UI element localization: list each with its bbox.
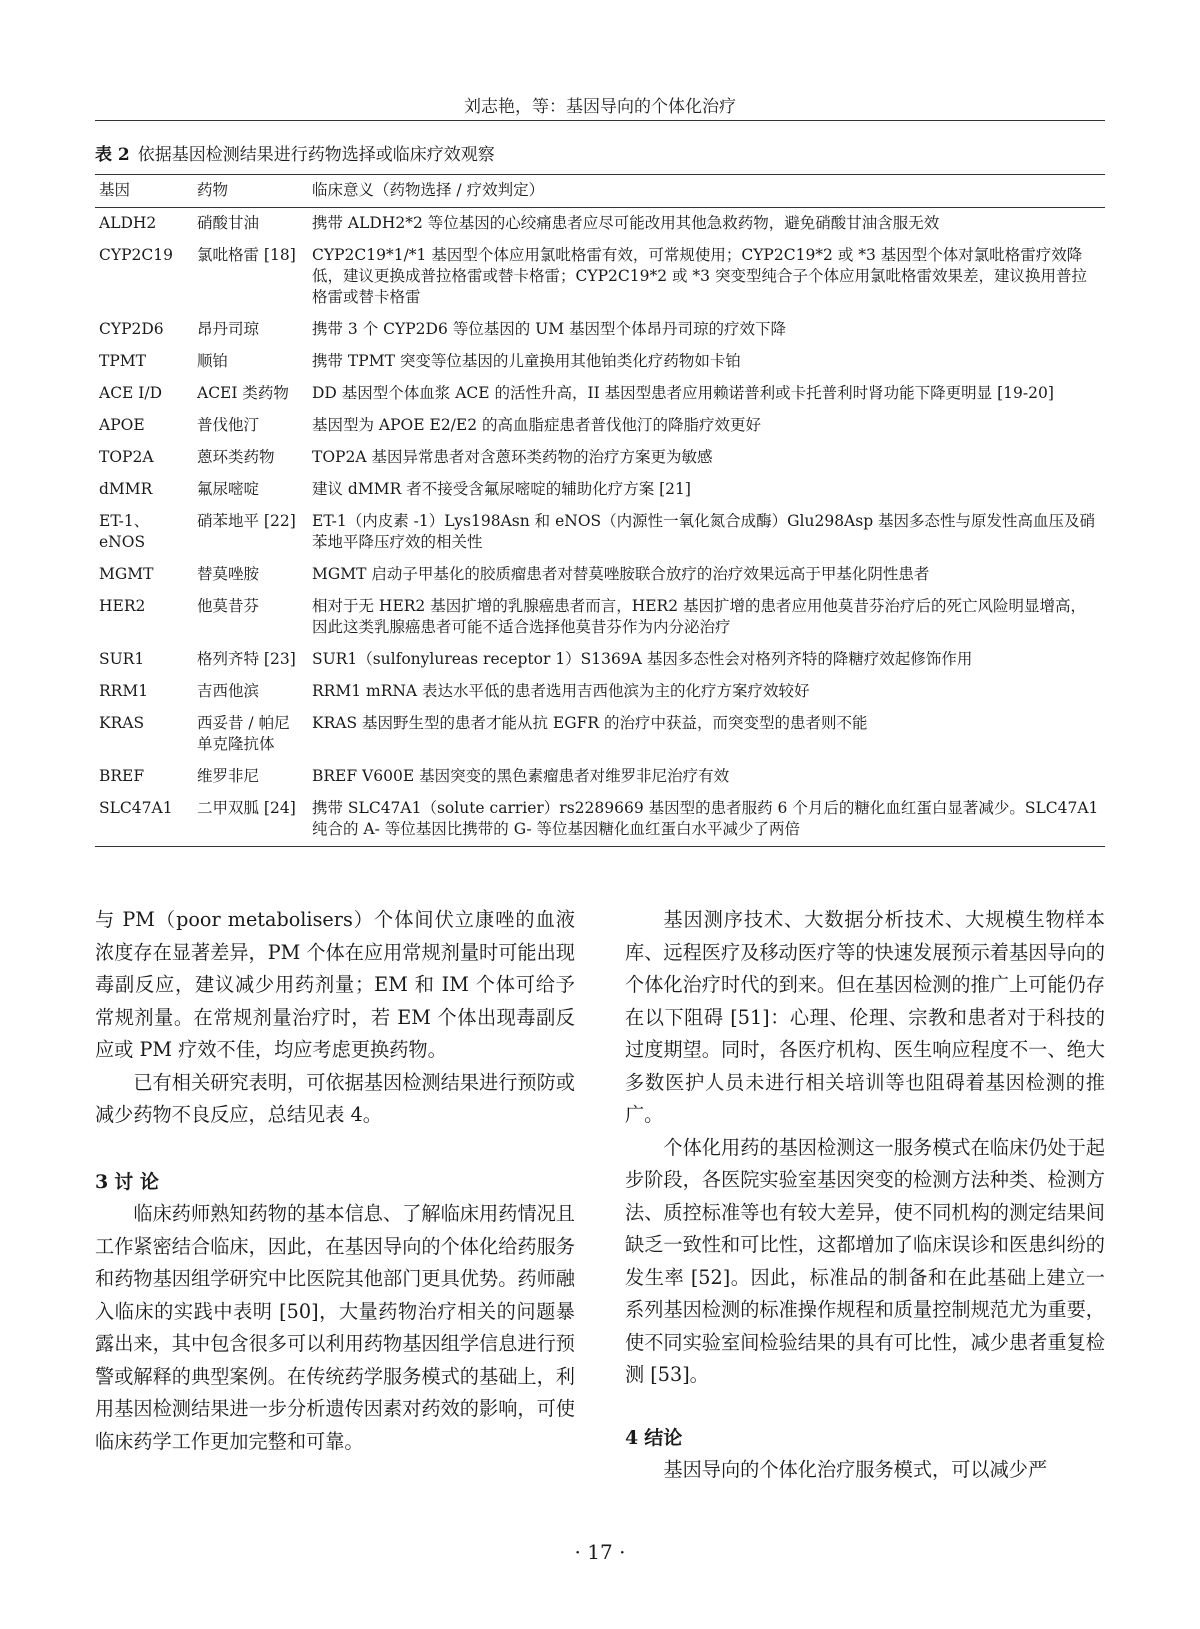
drug-cell: 他莫昔芬 [197,597,260,615]
section-4-number: 4 [625,1426,639,1449]
table-row [95,410,1105,442]
gene-cell: SLC47A1 [95,793,193,847]
significance-cell: RRM1 mRNA 表达水平低的患者选用吉西他滨为主的化疗方案疗效较好 [312,682,810,700]
drug-cell: 西妥昔 / 帕尼单克隆抗体 [197,714,290,753]
table-row [95,506,1105,559]
gene-cell: APOE [99,416,145,434]
left-paragraph-2: 已有相关研究表明，可依据基因检测结果进行预防或减少药物不良反应，总结见表 4。 [95,1070,575,1126]
section-3-title: 讨 论 [114,1170,159,1193]
drug-cell: 替莫唑胺 [197,565,260,583]
table-row [95,559,1105,591]
column-header-significance: 临床意义（药物选择 / 疗效判定） [308,175,1105,208]
drug-cell: 普伐他汀 [197,416,260,434]
table-caption [95,140,495,165]
significance-cell: BREF V600E 基因突变的黑色素瘤患者对维罗非尼治疗有效 [312,767,730,785]
table-header-row [95,175,1105,208]
drug-cell: 维罗非尼 [197,767,260,785]
table-row [95,708,1105,761]
significance-cell: 携带 ALDH2*2 等位基因的心绞痛患者应尽可能改用其他急救药物，避免硝酸甘油含服无效 [312,214,940,232]
drug-cell: 硝酸甘油 [197,214,260,232]
drug-cell: 氟尿嘧啶 [197,480,260,498]
right-paragraph-1: 基因测序技术、大数据分析技术、大规模生物样本库、远程医疗及移动医疗等的快速发展预示着基因导向的个体化治疗时代的到来。但在基因检测的推广上可能仍存在以下阻碍 [51]：心理、伦理、宗教和患者对于科技的过度期望。同时，各医疗机构、医生响应程度不一、绝大多数医护人员未进行相关培训等也阻碍着基因检测的推广。 [625,908,1105,1126]
drug-cell: 吉西他滨 [197,682,260,700]
table-row [95,208,1105,241]
significance-cell: MGMT 启动子甲基化的胶质瘤患者对替莫唑胺联合放疗的治疗效果远高于甲基化阴性患者 [312,565,930,583]
table-row [95,644,1105,676]
table-row [95,346,1105,378]
table-row [95,676,1105,708]
left-paragraph-3: 临床药师熟知药物的基本信息、了解临床用药情况且工作紧密结合临床，因此，在基因导向的个体化给药服务和药物基因组学研究中比医院其他部门更具优势。药师融入临床的实践中表明 [50]，大量药物治疗相关的问题暴露出来，其中包含很多可以利用药物基因组学信息进行预警或解释的典型案例。在传统药学服务模式的基础上，利用基因检测结果进一步分析遗传因素对药效的影响，可使临床药学工作更加完整和可靠。 [95,1202,575,1453]
gene-cell: BREF [99,767,145,785]
gene-cell: SUR1 [99,650,145,668]
table-row [95,793,1105,847]
table-number: 表 2 [95,145,130,165]
significance-cell: SUR1（sulfonylureas receptor 1）S1369A 基因多态性会对格列齐特的降糖疗效起修饰作用 [312,650,973,668]
column-header-drug: 药物 [193,175,308,208]
gene-cell: TOP2A [99,448,154,466]
gene-cell: CYP2C19 [99,246,173,264]
table-row [95,378,1105,410]
gene-cell: HER2 [99,597,146,615]
table-row [95,761,1105,793]
header-rule [95,120,1105,121]
gene-cell: CYP2D6 [99,320,164,338]
section-4-heading [625,1422,1105,1455]
gene-cell: KRAS [99,714,145,732]
gene-cell: ACE I/D [99,384,163,402]
significance-cell: 建议 dMMR 者不接受含氟尿嘧啶的辅助化疗方案 [21] [312,480,691,498]
significance-cell: 相对于无 HER2 基因扩增的乳腺癌患者而言，HER2 基因扩增的患者应用他莫昔芬治疗后的死亡风险明显增高，因此这类乳腺癌患者可能不适合选择他莫昔芬作为内分泌治疗 [312,597,1087,636]
gene-cell: RRM1 [99,682,149,700]
significance-cell: KRAS 基因野生型的患者才能从抗 EGFR 的治疗中获益，而突变型的患者则不能 [312,714,868,732]
running-title: 刘志艳，等：基因导向的个体化治疗 [464,97,736,117]
drug-cell: 氯吡格雷 [18] [197,246,296,264]
right-column [625,904,1105,1487]
significance-cell: ET-1（内皮素 -1）Lys198Asn 和 eNOS（内源性一氧化氮合成酶）Glu298Asp 基因多态性与原发性高血压及硝苯地平降压疗效的相关性 [312,512,1096,551]
drug-cell: 昂丹司琼 [197,320,260,338]
right-paragraph-2: 个体化用药的基因检测这一服务模式在临床仍处于起步阶段，各医院实验室基因突变的检测方法种类、检测方法、质控标准等也有较大差异，使不同机构的测定结果间缺乏一致性和可比性，这都增加了临床误诊和医患纠纷的发生率 [52]。因此，标准品的制备和在此基础上建立一系列基因检测的标准操作规程和质量控制规范尤为重要，使不同实验室间检验结果的具有可比性，减少患者重复检测 [53]。 [625,1135,1105,1386]
left-column [95,904,575,1458]
column-header-gene: 基因 [95,175,193,208]
table-row [95,474,1105,506]
table-row [95,442,1105,474]
table-row [95,314,1105,346]
gene-cell: TPMT [99,352,146,370]
table-row [95,240,1105,314]
table-caption-text: 依据基因检测结果进行药物选择或临床疗效观察 [137,145,495,165]
gene-cell: ET-1、eNOS [99,512,150,551]
drug-cell: ACEI 类药物 [197,384,289,402]
section-3-heading [95,1166,575,1199]
gene-cell: dMMR [99,480,153,498]
drug-cell: 二甲双胍 [24] [193,793,308,847]
significance-cell: TOP2A 基因异常患者对含蒽环类药物的治疗方案更为敏感 [312,448,713,466]
gene-cell: ALDH2 [99,214,157,232]
significance-cell: 基因型为 APOE E2/E2 的高血脂症患者普伐他汀的降脂疗效更好 [312,416,762,434]
drug-cell: 格列齐特 [23] [197,650,296,668]
gene-cell: MGMT [99,565,154,583]
significance-cell: DD 基因型个体血浆 ACE 的活性升高，II 基因型患者应用赖诺普利或卡托普利时肾功能下降更明显 [19-20] [312,384,1054,402]
gene-drug-table [95,174,1105,847]
drug-cell: 顺铂 [197,352,229,370]
significance-cell: CYP2C19*1/*1 基因型个体应用氯吡格雷有效，可常规使用；CYP2C19*2 或 *3 基因型个体对氯吡格雷疗效降低，建议更换成普拉格雷或替卡格雷；CYP2C19*2 或 *3 突变型纯合子个体应用氯吡格雷效果差，建议换用普拉格雷或替卡格雷 [312,246,1087,306]
right-paragraph-3: 基因导向的个体化治疗服务模式，可以减少严 [663,1458,1048,1481]
drug-cell: 蒽环类药物 [197,448,275,466]
left-paragraph-1: 与 PM（poor metabolisers）个体间伏立康唑的血液浓度存在显著差异，PM 个体在应用常规剂量时可能出现毒副反应，建议减少用药剂量；EM 和 IM 个体可给予常规剂量。在常规剂量治疗时，若 EM 个体出现毒副反应或 PM 疗效不佳，均应考虑更换药物。 [95,908,575,1061]
section-4-title: 结论 [644,1426,683,1449]
page-number: · 17 · [574,1540,626,1564]
significance-cell: 携带 SLC47A1（solute carrier）rs2289669 基因型的患者服药 6 个月后的糖化血红蛋白显著减少。SLC47A1 纯合的 A- 等位基因比携带的 G- 等位基因糖化血红蛋白水平减少了两倍 [308,793,1105,847]
drug-cell: 硝苯地平 [22] [197,512,296,530]
significance-cell: 携带 3 个 CYP2D6 等位基因的 UM 基因型个体昂丹司琼的疗效下降 [312,320,787,338]
section-3-number: 3 [95,1170,109,1193]
significance-cell: 携带 TPMT 突变等位基因的儿童换用其他铂类化疗药物如卡铂 [312,352,741,370]
table-row [95,591,1105,644]
